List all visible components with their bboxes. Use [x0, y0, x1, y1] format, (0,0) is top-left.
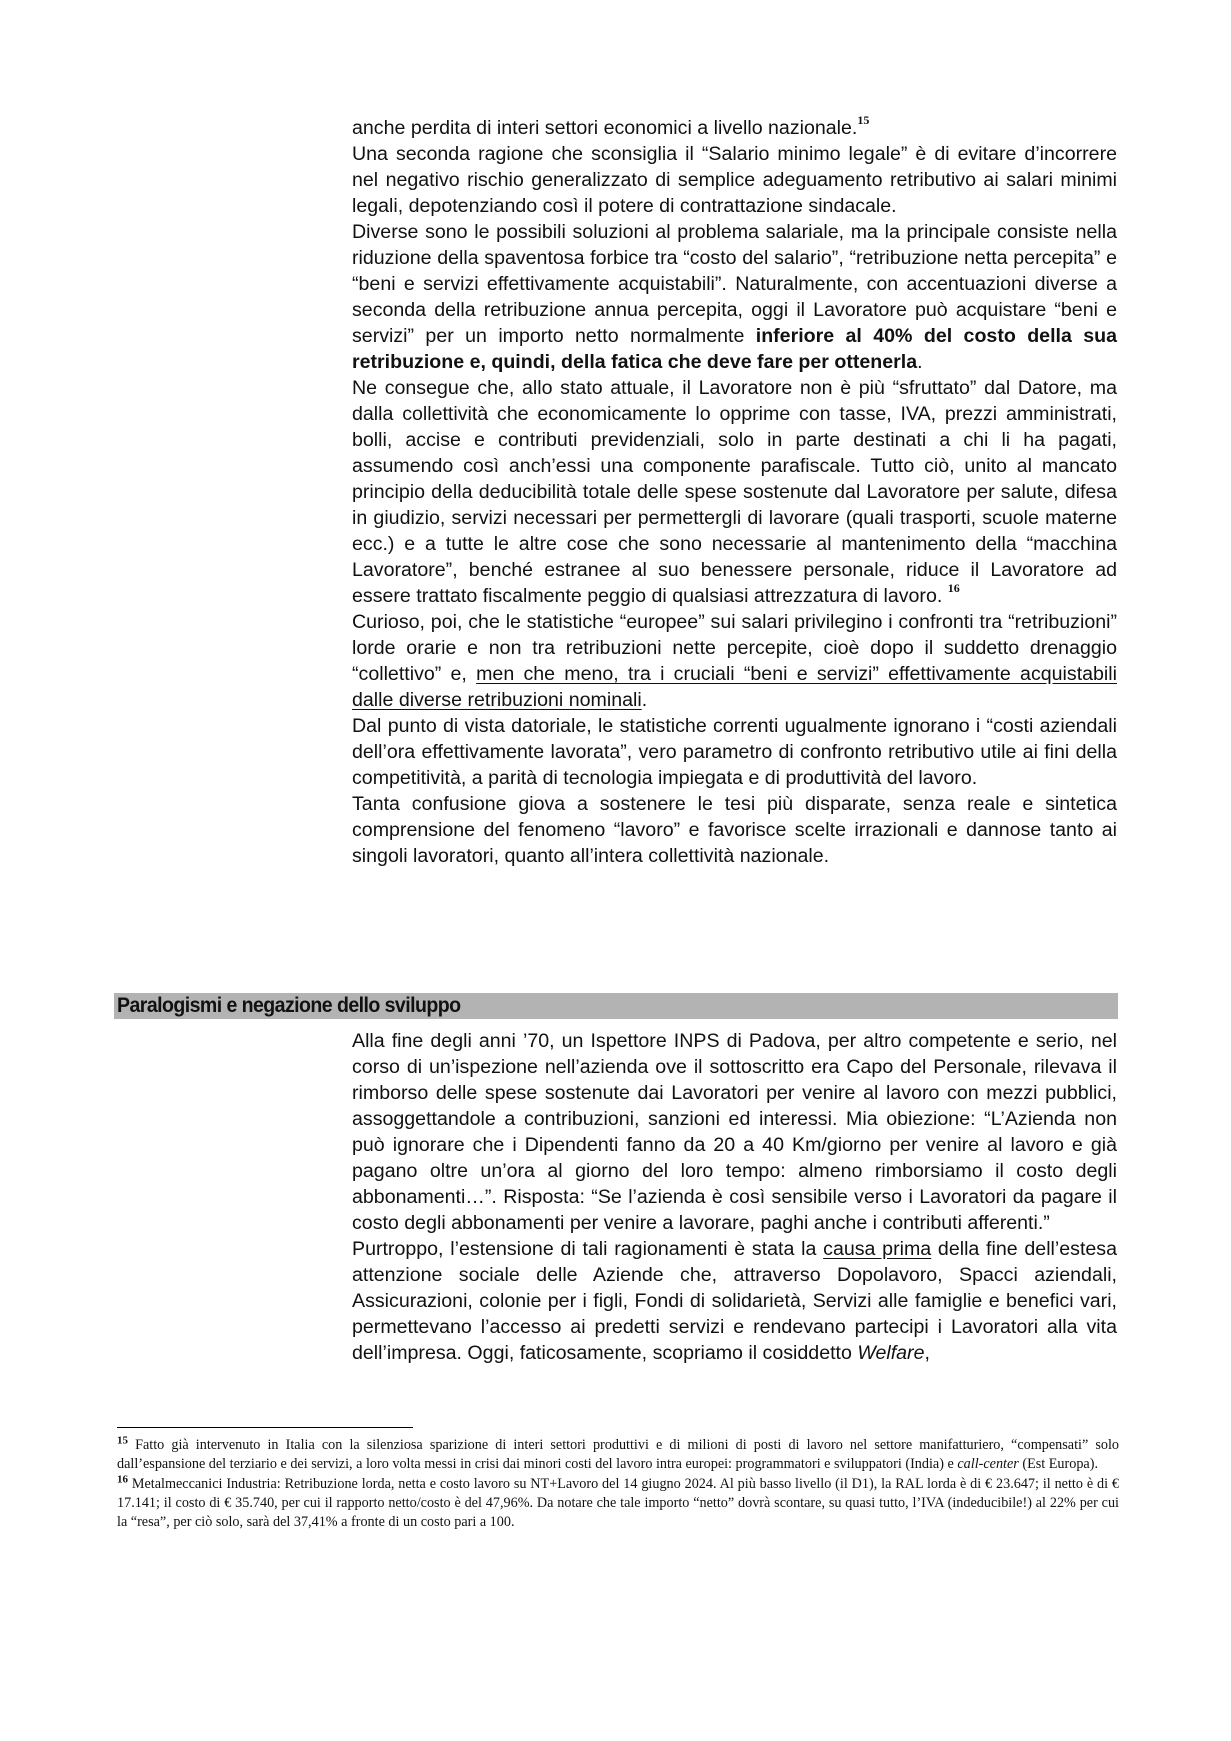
paragraph: Una seconda ragione che sconsiglia il “Salario minimo legale” è di evitare d’incorrere nel negativo rischio generalizzato di semplice adeguamento retributivo ai salari minimi legali, depotenziando così il potere di contrattazione sindacale. [352, 143, 1117, 217]
footnote-separator [117, 1427, 413, 1428]
footnote-ref[interactable]: 15 [857, 113, 870, 128]
section-heading [114, 993, 1118, 1019]
footnote-16: $^{16}$ Metalmeccanici Industria: Retribuzione lorda, netta e costo lavoro su NT+Lavoro del 14 giugno 2024. Al più basso livello (il D1), la RAL lorda è di € 23.647; il netto è di € 17.141; il costo di € 35.740, per cui il rapporto netto/costo è del 47,96%. Da notare che tale importo “netto” dovrà scontare, su quasi tutto, l’IVA (indeducibile!) al 22% per cui la “resa”, per ciò solo, sarà del 37,41% a fronte di un costo pari a 100. [117, 1473, 1119, 1530]
underline-emphasis: men che meno, tra i cruciali “beni e servizi” effettivamente acquistabili dalle diverse retribuzioni nominali [352, 663, 1117, 711]
footnotes [117, 1436, 1119, 1533]
footnote-number: 16 [117, 1473, 128, 1486]
paragraph: Tanta confusione giova a sostenere le tesi più disparate, senza reale e sintetica comprensione del fenomeno “lavoro” e favorisce scelte irrazionali e dannose tanto ai singoli lavoratori, quanto all’intera collettività nazionale. [352, 793, 1117, 867]
paragraph: Curioso, poi, che le statistiche “europee” sui salari privilegino i confronti tra “retribuzioni” lorde orarie e non tra retribuzioni nette percepite, cioè dopo il suddetto drenaggio “collettivo” e, men che meno, tra i cruciali “beni e servizi” effettivamente acquistabili dalle diverse retribuzioni nominali. [352, 611, 1117, 711]
main-text-section-1 [352, 115, 1117, 869]
bold-emphasis: inferiore al 40% del costo della sua retribuzione e, quindi, della fatica che deve fare per ottenerla [352, 325, 1117, 373]
section-heading-text: Paralogismi e negazione dello sviluppo [117, 994, 461, 1017]
paragraph: Diverse sono le possibili soluzioni al problema salariale, ma la principale consiste nella riduzione della spaventosa forbice tra “costo del salario”, “retribuzione netta percepita” e “beni e servizi effettivamente acquistabili”. Naturalmente, con accentuazioni diverse a seconda della retribuzione annua percepita, oggi il Lavoratore può acquistare “beni e servizi” per un importo netto normalmente inferiore al 40% del costo della sua retribuzione e, quindi, della fatica che deve fare per ottenerla. [352, 221, 1117, 373]
footnote-ref[interactable]: 16 [947, 581, 960, 596]
paragraph: Alla fine degli anni ’70, un Ispettore INPS di Padova, per altro competente e serio, nel corso di un’ispezione nell’azienda ove il sottoscritto era Capo del Personale, rilevava il rimborso delle spese sostenute dai Lavoratori per venire al lavoro con mezzi pubblici, assoggettandole a contribuzioni, sanzioni ed interessi. Mia obiezione: “L’Azienda non può ignorare che i Dipendenti fanno da 20 a 40 Km/giorno per venire al lavoro e già pagano oltre un’ora al giorno del loro tempo: almeno rimborsiamo il costo degli abbonamenti…”. Risposta: “Se l’azienda è così sensibile verso i Lavoratori da pagare il costo degli abbonamenti per venire a lavorare, paghi anche i contributi afferenti.” [352, 1030, 1117, 1234]
italic-term: Welfare [857, 1342, 925, 1364]
paragraph: Purtroppo, l’estensione di tali ragionamenti è stata la causa prima della fine dell’estesa attenzione sociale delle Aziende che, attraverso Dopolavoro, Spacci aziendali, Assicurazioni, colonie per i figli, Fondi di solidarietà, Servizi alle famiglie e benefici vari, permettevano l’accesso ai predetti servizi e rendevano partecipi i Lavoratori alla vita dell’impresa. Oggi, faticosamente, scopriamo il cosiddetto Welfare, [352, 1238, 1117, 1364]
paragraph: Ne consegue che, allo stato attuale, il Lavoratore non è più “sfruttato” dal Datore, ma dalla collettività che economicamente lo opprime con tasse, IVA, prezzi amministrati, bolli, accise e contributi previdenziali, solo in parte destinati a chi li ha pagati, assumendo così anch’essi una componente parafiscale. Tutto ciò, unito al mancato principio della deducibilità totale delle spese sostenute dal Lavoratore per salute, difesa in giudizio, servizi necessari per permettergli di lavorare (quali trasporti, scuole materne ecc.) e a tutte le altre cose che sono necessarie al mantenimento della “macchina Lavoratore”, benché estranee al suo benessere personale, riduce il Lavoratore ad essere trattato fiscalmente peggio di qualsiasi attrezzatura di lavoro. $^{16}$ [352, 377, 1117, 607]
footnote-number: 15 [117, 1434, 128, 1447]
main-text-section-2 [352, 1028, 1117, 1366]
footnote-15: $^{15}$ Fatto già intervenuto in Italia con la silenziosa sparizione di interi settori produttivi e di milioni di posti di lavoro nel settore manifatturiero, “compensati” solo dall’espansione del terziario e dei servizi, a loro volta messi in crisi dai minori costi del lavoro intra europei: programmatori e sviluppatori (India) e call-center (Est Europa). [117, 1434, 1119, 1472]
paragraph: anche perdita di interi settori economici a livello nazionale.$^{15}$ [352, 113, 870, 139]
paragraph: Dal punto di vista datoriale, le statistiche correnti ugualmente ignorano i “costi aziendali dell’ora effettivamente lavorata”, vero parametro di confronto retributivo utile ai fini della competitività, a parità di tecnologia impiegata e di produttività del lavoro. [352, 715, 1117, 789]
underline-emphasis: causa prima [823, 1238, 932, 1260]
